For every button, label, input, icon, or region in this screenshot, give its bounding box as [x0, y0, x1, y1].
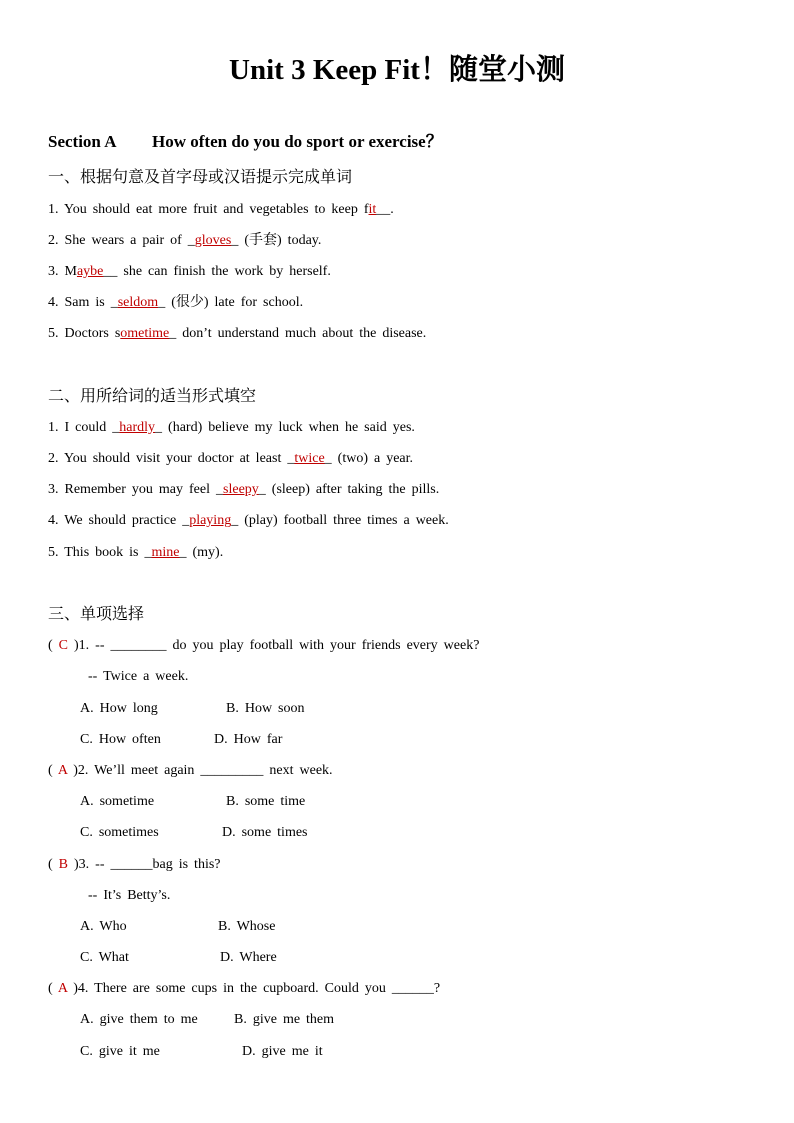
part1-heading: 一、根据句意及首字母或汉语提示完成单词: [48, 169, 353, 187]
option-row: [48, 1004, 748, 1035]
item-text: _ (手套) today.: [231, 232, 322, 248]
item-text: _ (play) football three times a week.: [231, 513, 449, 529]
answer: ometime: [120, 326, 170, 342]
option-a: A. give them to me: [80, 1012, 198, 1028]
option-c: C. How often: [80, 731, 161, 747]
worksheet-body: [48, 126, 748, 1067]
question-stem: [48, 973, 748, 1004]
answer: hardly: [119, 419, 156, 435]
answer: playing: [189, 513, 232, 529]
part2-item: [48, 412, 748, 443]
option-d: D. some times: [222, 825, 308, 841]
option-b: B. How soon: [226, 700, 305, 716]
item-text: 4. We should practice _: [48, 513, 190, 529]
paren-open: (: [48, 856, 59, 872]
answer: aybe: [76, 263, 104, 279]
section-label: Section A: [48, 132, 117, 151]
item-text: _ (my).: [179, 544, 224, 560]
option-row: [48, 1036, 748, 1067]
answer: mine: [151, 544, 180, 560]
answer-letter: A: [57, 981, 68, 997]
spacer: [48, 350, 748, 381]
item-text: 1. I could _: [48, 419, 120, 435]
item-text: _ (hard) believe my luck when he said yes.: [155, 419, 415, 435]
part3-heading: 三、单项选择: [48, 606, 145, 623]
paren-open: (: [48, 981, 58, 997]
answer-letter: C: [58, 638, 69, 654]
option-row: [48, 724, 748, 755]
option-row: [48, 817, 748, 848]
option-c: C. sometimes: [80, 825, 159, 841]
answer: it: [368, 201, 377, 217]
option-c: C. give it me: [80, 1043, 160, 1059]
section-question: How often do you do sport or exercise？: [152, 132, 443, 151]
answer: gloves: [194, 232, 232, 248]
option-b: B. give me them: [234, 1012, 335, 1028]
item-text: 3. M: [48, 263, 77, 279]
answer: twice: [294, 451, 325, 467]
option-row: [48, 693, 748, 724]
dialog-reply: -- It’s Betty’s.: [88, 887, 171, 903]
option-c: C. What: [80, 950, 129, 966]
option-d: D. give me it: [242, 1043, 323, 1059]
answer-letter: A: [57, 762, 68, 778]
option-b: B. Whose: [218, 918, 276, 934]
option-row: [48, 911, 748, 942]
part1-item: [48, 318, 748, 349]
part1-item: [48, 225, 748, 256]
item-text: 5. Doctors s: [48, 326, 121, 342]
spacer: [48, 568, 748, 599]
part2-heading: 二、用所给词的适当形式填空: [48, 387, 257, 405]
item-text: _ don’t understand much about the disease.: [169, 326, 427, 342]
option-a: A. Who: [80, 918, 127, 934]
option-d: D. How far: [214, 731, 283, 747]
option-row: [48, 942, 748, 973]
item-text: 1. You should eat more fruit and vegetables to keep f: [48, 201, 369, 217]
stem-text: )2. We’ll meet again _________ next week.: [67, 762, 333, 778]
part2-item: [48, 474, 748, 505]
part2-item: [48, 505, 748, 536]
part2-item: [48, 537, 748, 568]
option-d: D. Where: [220, 950, 277, 966]
stem-text: )4. There are some cups in the cupboard. Could you ______?: [67, 981, 441, 997]
section-header: [48, 126, 748, 157]
stem-text: )3. -- ______bag is this?: [68, 856, 221, 872]
option-a: A. sometime: [80, 794, 155, 810]
item-text: 4. Sam is _: [48, 295, 118, 311]
item-text: 5. This book is _: [48, 544, 152, 560]
question-stem: [48, 849, 748, 880]
answer-letter: B: [58, 856, 69, 872]
page-title: Unit 3 Keep Fit！随堂小测: [229, 54, 565, 86]
stem-text: )1. -- ________ do you play football with your friends every week?: [68, 638, 480, 654]
answer: seldom: [117, 295, 159, 311]
item-text: _ (很少) late for school.: [158, 295, 304, 311]
paren-open: (: [48, 638, 59, 654]
option-b: B. some time: [226, 794, 306, 810]
part2-item: [48, 443, 748, 474]
item-text: _ (two) a year.: [324, 451, 414, 467]
option-row: [48, 786, 748, 817]
part1-item: [48, 256, 748, 287]
item-text: __.: [376, 201, 394, 217]
paren-open: (: [48, 762, 58, 778]
option-a: A. How long: [80, 700, 158, 716]
part1-item: [48, 287, 748, 318]
item-text: __ she can finish the work by herself.: [103, 263, 331, 279]
answer: sleepy: [223, 482, 259, 498]
question-stem: [48, 630, 748, 661]
item-text: 3. Remember you may feel _: [48, 482, 224, 498]
part1-item: [48, 194, 748, 225]
question-stem: [48, 755, 748, 786]
item-text: 2. You should visit your doctor at least _: [48, 451, 295, 467]
item-text: _ (sleep) after taking the pills.: [258, 482, 440, 498]
item-text: 2. She wears a pair of _: [48, 232, 195, 248]
dialog-reply: -- Twice a week.: [88, 669, 189, 685]
